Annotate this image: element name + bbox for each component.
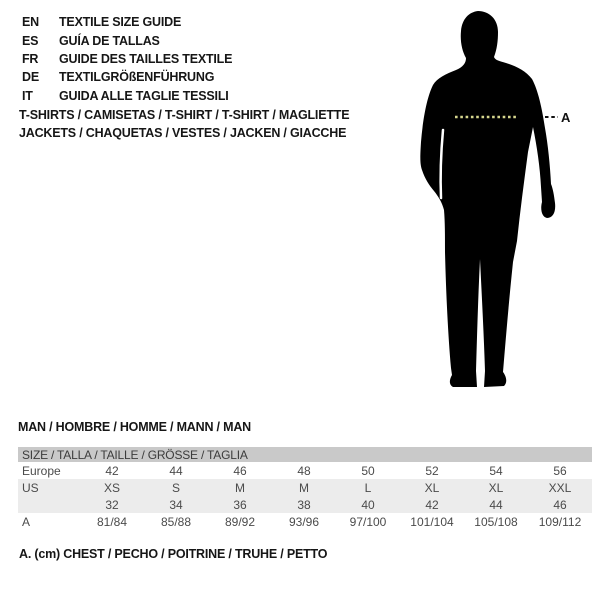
size-value: S [171,480,180,495]
size-value: 36 [233,497,247,512]
table-row-numeric [18,496,592,513]
size-value: 34 [169,497,183,512]
garment-categories [19,106,349,142]
measurement-label-a: A [561,110,571,125]
row-label: Europe [22,463,61,478]
size-value: 81/84 [96,514,128,529]
size-value: M [235,480,245,495]
size-value: 50 [361,463,375,478]
size-table [18,447,592,530]
size-value: 44 [169,463,183,478]
category-jackets: JACKETS / CHAQUETAS / VESTES / JACKEN / GIACCHE [19,126,347,140]
language-code: ES [22,33,39,48]
table-row-europe [18,462,592,479]
size-value: 48 [297,463,311,478]
language-title: GUIDE DES TAILLES TEXTILE [59,51,233,66]
size-value: 89/92 [224,514,256,529]
language-code: IT [22,88,33,103]
row-label: US [22,480,39,495]
size-value: L [364,480,372,495]
language-row-fr [22,50,232,68]
size-value: 97/100 [349,514,387,529]
size-value: 44 [489,497,503,512]
size-value: XL [424,480,440,495]
category-tshirts: T-SHIRTS / CAMISETAS / T-SHIRT / T-SHIRT / MAGLIETTE [19,108,350,122]
section-title-man: MAN / HOMBRE / HOMME / MANN / MAN [18,420,251,434]
size-value: 46 [233,463,247,478]
language-row-es [22,31,232,49]
measurement-footnote: A. (cm) CHEST / PECHO / POITRINE / TRUHE / PETTO [19,547,328,561]
language-row-it [22,87,232,105]
size-table-header: SIZE / TALLA / TAILLE / GRÖSSE / TAGLIA [18,447,592,462]
size-value: 54 [489,463,503,478]
size-value: 42 [105,463,119,478]
size-value: 85/88 [160,514,192,529]
language-title: GUIDA ALLE TAGLIE TESSILI [59,88,229,103]
size-value: XXL [548,480,572,495]
size-value: 40 [361,497,375,512]
size-value: 101/104 [410,514,454,529]
language-code: FR [22,51,39,66]
size-value: M [299,480,309,495]
language-title: GUÍA DE TALLAS [59,33,160,48]
table-row-us [18,479,592,496]
size-value: 105/108 [474,514,518,529]
language-code: DE [22,70,39,85]
size-value: 46 [553,497,567,512]
size-value: XL [488,480,504,495]
size-value: 109/112 [538,514,582,529]
size-value: 32 [105,497,119,512]
man-silhouette-svg [400,0,600,400]
row-label: A [22,514,31,529]
man-silhouette-figure [400,0,600,400]
size-value: 38 [297,497,311,512]
size-value: XS [103,480,120,495]
size-value: 52 [425,463,439,478]
size-value: 42 [425,497,439,512]
language-row-en [22,13,232,31]
language-title: TEXTILE SIZE GUIDE [59,15,182,30]
language-title-list [22,13,232,105]
table-row-chest-a [18,513,592,530]
language-code: EN [22,15,39,30]
size-value: 56 [553,463,567,478]
language-row-de [22,68,232,86]
size-value: 93/96 [288,514,320,529]
language-title: TEXTILGRÖßENFÜHRUNG [59,70,215,85]
